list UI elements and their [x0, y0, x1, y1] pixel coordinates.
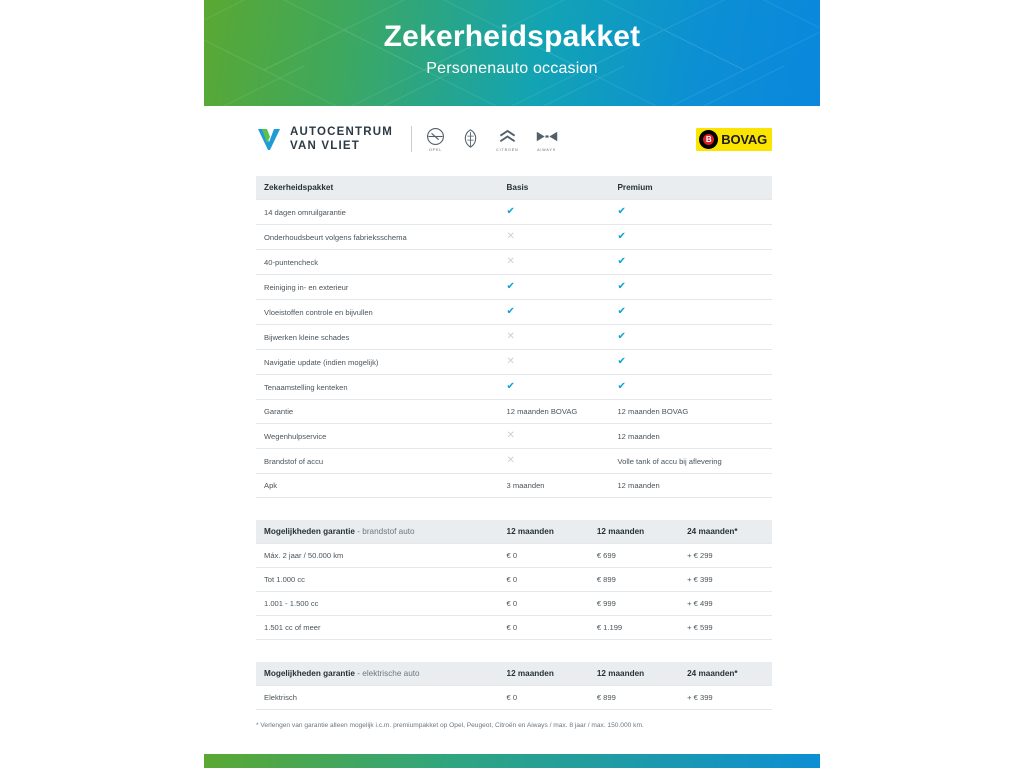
- price-col-2: € 699: [589, 544, 679, 568]
- bovag-badge-initial: B: [703, 134, 714, 145]
- basis-value: [499, 325, 610, 350]
- basis-value: [499, 250, 610, 275]
- basis-value: [499, 225, 610, 250]
- row-label: Elektrisch: [256, 686, 499, 710]
- premium-value: 12 maanden BOVAG: [609, 400, 772, 424]
- check-icon: ✔: [617, 331, 626, 342]
- table-row: [256, 300, 772, 325]
- table-spacer-1: [256, 498, 772, 520]
- price-column-header-2: 24 maanden*: [679, 662, 772, 686]
- make-peugeot: [462, 129, 479, 150]
- price-col-1: € 0: [499, 544, 589, 568]
- premium-value: 12 maanden: [609, 474, 772, 498]
- price-col-2: € 999: [589, 592, 679, 616]
- dealer-name-line2: VAN VLIET: [290, 140, 361, 152]
- basis-value: [499, 200, 610, 225]
- check-icon: ✔: [506, 206, 515, 217]
- opel-label: OPEL: [428, 147, 443, 152]
- check-icon: ✔: [617, 306, 626, 317]
- premium-value: [609, 200, 772, 225]
- price-col-3: + € 399: [679, 568, 772, 592]
- feature-label: Navigatie update (indien mogelijk): [256, 350, 499, 375]
- table-row: [256, 250, 772, 275]
- check-icon: ✔: [617, 281, 626, 292]
- column-header-1: Basis: [499, 176, 610, 200]
- citroen-label: CITROËN: [496, 147, 519, 152]
- dealer-logo: [256, 125, 393, 154]
- bovag-wordmark: BOVAG: [721, 131, 767, 147]
- feature-label: Reiniging in- en exterieur: [256, 275, 499, 300]
- logo-strip: [204, 106, 820, 172]
- table-row: [256, 275, 772, 300]
- footnote: * Verlengen van garantie alleen mogelijk i.c.m. premiumpakket op Opel, Peugeot, Citroën en Aiways / max. 8 jaar / max. 150.000 km.: [256, 722, 644, 729]
- feature-label: Tenaamstelling kenteken: [256, 375, 499, 400]
- zekerheidspakket-table: [256, 176, 772, 498]
- table-row: [256, 616, 772, 640]
- premium-value: [609, 225, 772, 250]
- feature-label: Vloeistoffen controle en bijvullen: [256, 300, 499, 325]
- price-col-1: € 0: [499, 568, 589, 592]
- table-row: [256, 424, 772, 449]
- header-banner: [204, 0, 820, 106]
- table-header-row: [256, 520, 772, 544]
- premium-value: [609, 375, 772, 400]
- basis-value: [499, 424, 610, 449]
- column-header-0: Zekerheidspakket: [256, 176, 499, 200]
- cross-icon: ✕: [506, 455, 515, 466]
- feature-label: 40-puntencheck: [256, 250, 499, 275]
- price-col-3: + € 499: [679, 592, 772, 616]
- cross-icon: ✕: [506, 231, 515, 242]
- make-opel: [426, 127, 445, 152]
- table-row: [256, 474, 772, 498]
- basis-value: 3 maanden: [499, 474, 610, 498]
- row-label: Máx. 2 jaar / 50.000 km: [256, 544, 499, 568]
- column-header-2: Premium: [609, 176, 772, 200]
- price-col-1: € 0: [499, 686, 589, 710]
- price-col-2: € 899: [589, 686, 679, 710]
- price-col-3: + € 399: [679, 686, 772, 710]
- opel-logo-icon: [426, 127, 445, 146]
- price-column-header-0: 12 maanden: [499, 662, 589, 686]
- aiways-label: AIWAYS: [537, 147, 557, 152]
- table-row: [256, 200, 772, 225]
- price-column-header-1: 12 maanden: [589, 662, 679, 686]
- cross-icon: ✕: [506, 356, 515, 367]
- elektrische-garantie-body: [256, 662, 772, 710]
- feature-label: Apk: [256, 474, 499, 498]
- section-subtitle: - brandstof auto: [357, 527, 415, 536]
- price-col-1: € 0: [499, 616, 589, 640]
- basis-value: [499, 449, 610, 474]
- section-title: Mogelijkheden garantie - brandstof auto: [256, 520, 499, 544]
- van-vliet-mark-icon: [256, 126, 282, 152]
- price-col-2: € 1.199: [589, 616, 679, 640]
- table-spacer-2: [256, 640, 772, 662]
- check-icon: ✔: [617, 256, 626, 267]
- brandstof-garantie-table: [256, 520, 772, 640]
- basis-value: [499, 375, 610, 400]
- table-row: [256, 449, 772, 474]
- check-icon: ✔: [617, 356, 626, 367]
- table-header-row: [256, 176, 772, 200]
- banner-subtitle: Personenauto occasion: [426, 60, 598, 77]
- check-icon: ✔: [617, 206, 626, 217]
- premium-value: 12 maanden: [609, 424, 772, 449]
- make-logos: [426, 127, 557, 152]
- table-row: [256, 686, 772, 710]
- footer-bar: [204, 754, 820, 768]
- premium-value: [609, 350, 772, 375]
- feature-label: 14 dagen omruilgarantie: [256, 200, 499, 225]
- banner-title: Zekerheidspakket: [383, 20, 641, 53]
- basis-value: 12 maanden BOVAG: [499, 400, 610, 424]
- feature-label: Onderhoudsbeurt volgens fabrieksschema: [256, 225, 499, 250]
- feature-label: Garantie: [256, 400, 499, 424]
- dealer-name: [290, 125, 393, 154]
- table-row: [256, 350, 772, 375]
- price-column-header-1: 12 maanden: [589, 520, 679, 544]
- table-row: [256, 325, 772, 350]
- cross-icon: ✕: [506, 256, 515, 267]
- row-label: 1.001 - 1.500 cc: [256, 592, 499, 616]
- table-row: [256, 544, 772, 568]
- section-subtitle: - elektrische auto: [357, 669, 420, 678]
- check-icon: ✔: [617, 381, 626, 392]
- check-icon: ✔: [617, 231, 626, 242]
- row-label: 1.501 cc of meer: [256, 616, 499, 640]
- bovag-logo: [696, 128, 772, 151]
- check-icon: ✔: [506, 281, 515, 292]
- feature-label: Bijwerken kleine schades: [256, 325, 499, 350]
- price-col-1: € 0: [499, 592, 589, 616]
- check-icon: ✔: [506, 381, 515, 392]
- aiways-logo-icon: [536, 127, 558, 146]
- brochure-sheet: [204, 0, 820, 768]
- tables-area: [204, 172, 820, 710]
- zekerheidspakket-body: [256, 176, 772, 498]
- price-col-2: € 899: [589, 568, 679, 592]
- dealer-name-line1: AUTOCENTRUM: [290, 125, 394, 138]
- make-citroen: [496, 127, 518, 152]
- table-row: [256, 225, 772, 250]
- price-column-header-0: 12 maanden: [499, 520, 589, 544]
- premium-value: [609, 275, 772, 300]
- table-row: [256, 592, 772, 616]
- basis-value: [499, 350, 610, 375]
- banner-text-block: [204, 0, 820, 78]
- price-col-3: + € 299: [679, 544, 772, 568]
- cross-icon: ✕: [506, 331, 515, 342]
- citroen-logo-icon: [498, 127, 517, 146]
- table-row: [256, 568, 772, 592]
- feature-label: Brandstof of accu: [256, 449, 499, 474]
- feature-label: Wegenhulpservice: [256, 424, 499, 449]
- price-column-header-2: 24 maanden*: [679, 520, 772, 544]
- elektrische-garantie-table: [256, 662, 772, 710]
- table-row: [256, 375, 772, 400]
- brandstof-garantie-body: [256, 520, 772, 640]
- premium-value: [609, 300, 772, 325]
- premium-value: [609, 250, 772, 275]
- section-title: Mogelijkheden garantie - elektrische auto: [256, 662, 499, 686]
- check-icon: ✔: [506, 306, 515, 317]
- table-row: [256, 400, 772, 424]
- bovag-badge-icon: [699, 130, 718, 149]
- peugeot-logo-icon: [462, 129, 479, 148]
- table-header-row: [256, 662, 772, 686]
- basis-value: [499, 275, 610, 300]
- row-label: Tot 1.000 cc: [256, 568, 499, 592]
- basis-value: [499, 300, 610, 325]
- make-aiways: [536, 127, 558, 152]
- logo-divider: [411, 126, 412, 152]
- cross-icon: ✕: [506, 430, 515, 441]
- price-col-3: + € 599: [679, 616, 772, 640]
- premium-value: [609, 325, 772, 350]
- premium-value: Volle tank of accu bij aflevering: [609, 449, 772, 474]
